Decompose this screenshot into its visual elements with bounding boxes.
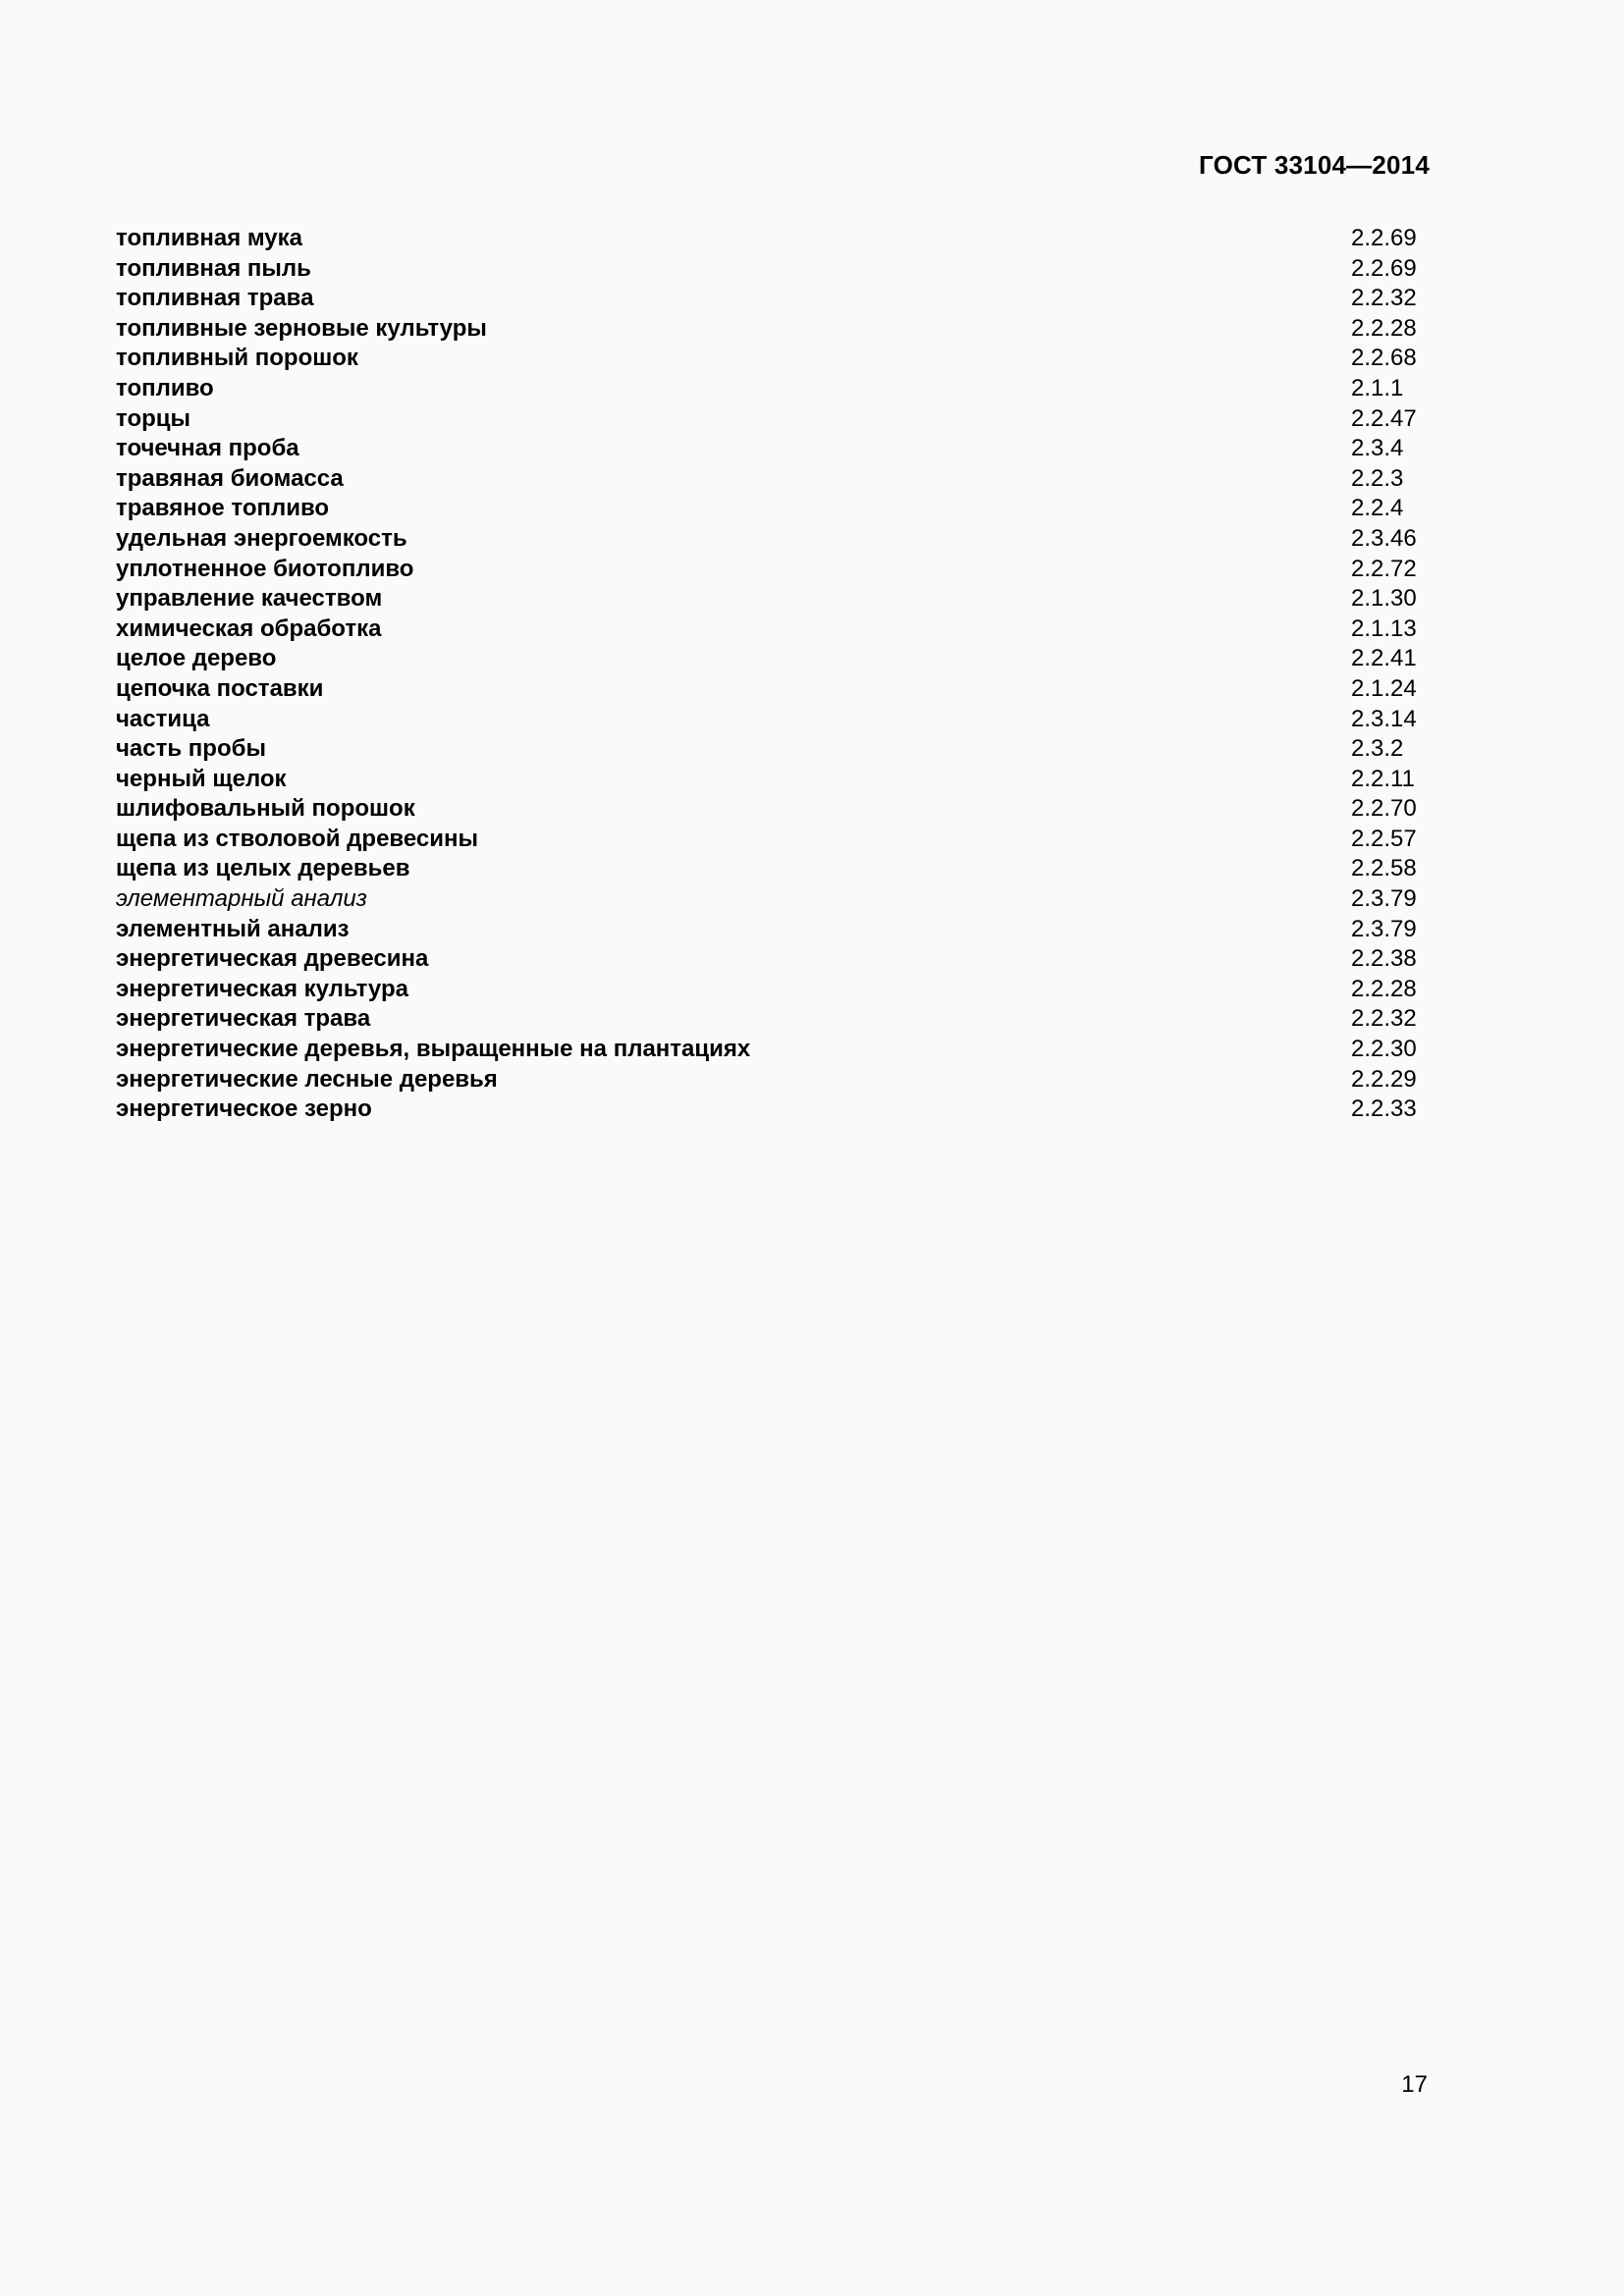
index-term: энергетическое зерно [116,1095,372,1123]
index-entry [116,404,1430,435]
index-reference: 2.2.28 [1351,314,1417,342]
alphabetical-index [116,224,1430,1125]
index-term: щепа из целых деревьев [116,855,410,882]
index-entry [116,254,1430,285]
index-term: энергетические лесные деревья [116,1065,498,1093]
index-entry [116,614,1430,645]
index-term: часть пробы [116,735,266,763]
index-entry [116,854,1430,884]
index-term: управление качеством [116,585,383,613]
index-reference: 2.2.58 [1351,855,1417,882]
index-term: шлифовальный порошок [116,795,415,823]
index-reference: 2.3.79 [1351,915,1417,942]
index-term: топливный порошок [116,345,358,372]
index-entry [116,1035,1430,1065]
index-term: топливная трава [116,285,314,312]
index-entry [116,1004,1430,1035]
index-term: энергетическая древесина [116,945,429,973]
index-reference: 2.1.13 [1351,614,1417,642]
index-entry [116,344,1430,374]
document-header: ГОСТ 33104—2014 [1199,150,1430,180]
index-reference: 2.2.70 [1351,795,1417,823]
index-reference: 2.1.24 [1351,674,1417,702]
index-reference: 2.2.41 [1351,645,1417,672]
index-entry [116,434,1430,464]
index-reference: 2.2.30 [1351,1036,1417,1063]
index-term: частица [116,705,210,732]
index-reference: 2.2.69 [1351,254,1417,282]
index-reference: 2.2.32 [1351,285,1417,312]
index-term: цепочка поставки [116,674,324,702]
index-reference: 2.1.1 [1351,374,1404,401]
index-reference: 2.2.33 [1351,1095,1417,1123]
index-entry [116,584,1430,614]
index-reference: 2.2.32 [1351,1005,1417,1033]
index-reference: 2.2.68 [1351,345,1417,372]
index-entry [116,674,1430,705]
index-reference: 2.3.2 [1351,735,1404,763]
index-entry [116,494,1430,524]
index-entry [116,705,1430,735]
index-entry [116,1065,1430,1095]
index-entry [116,944,1430,975]
index-entry [116,794,1430,825]
index-term: энергетическая культура [116,975,408,1002]
index-term: щепа из стволовой древесины [116,825,478,852]
index-reference: 2.3.14 [1351,705,1417,732]
index-entry [116,1095,1430,1125]
index-term: черный щелок [116,765,287,792]
index-reference: 2.2.38 [1351,945,1417,973]
index-reference: 2.3.4 [1351,435,1404,462]
index-term: элементарный анализ [116,885,367,913]
index-entry [116,765,1430,795]
index-reference: 2.2.4 [1351,495,1404,522]
index-term: топливо [116,374,214,401]
index-term: химическая обработка [116,614,382,642]
index-term: энергетические деревья, выращенные на плантациях [116,1036,751,1063]
index-term: элементный анализ [116,915,350,942]
index-term: энергетическая трава [116,1005,371,1033]
index-entry [116,374,1430,404]
index-term: удельная энергоемкость [116,524,407,552]
index-entry [116,555,1430,585]
index-term: уплотненное биотопливо [116,555,414,582]
index-term: топливная мука [116,225,303,251]
index-reference: 2.2.11 [1351,765,1415,792]
index-reference: 2.3.46 [1351,524,1417,552]
index-reference: 2.2.29 [1351,1065,1417,1093]
index-entry [116,314,1430,345]
index-reference: 2.1.30 [1351,585,1417,613]
index-entry [116,464,1430,495]
index-term: топливные зерновые культуры [116,314,487,342]
index-entry [116,975,1430,1005]
index-reference: 2.2.72 [1351,555,1417,582]
index-entry [116,884,1430,915]
index-term: топливная пыль [116,254,311,282]
index-entry [116,825,1430,855]
index-reference: 2.2.3 [1351,464,1404,492]
index-term: травяная биомасса [116,464,344,492]
page-number: 17 [1401,2071,1428,2098]
index-entry [116,915,1430,945]
index-entry [116,734,1430,765]
index-reference: 2.2.28 [1351,975,1417,1002]
index-entry [116,224,1430,254]
index-reference: 2.2.57 [1351,825,1417,852]
index-reference: 2.2.47 [1351,404,1417,432]
index-term: торцы [116,404,191,432]
index-entry [116,284,1430,314]
index-reference: 2.2.69 [1351,225,1417,251]
index-reference: 2.3.79 [1351,885,1417,913]
index-entry [116,524,1430,555]
index-term: точечная проба [116,435,299,462]
index-term: травяное топливо [116,495,330,522]
index-term: целое дерево [116,645,277,672]
index-entry [116,644,1430,674]
